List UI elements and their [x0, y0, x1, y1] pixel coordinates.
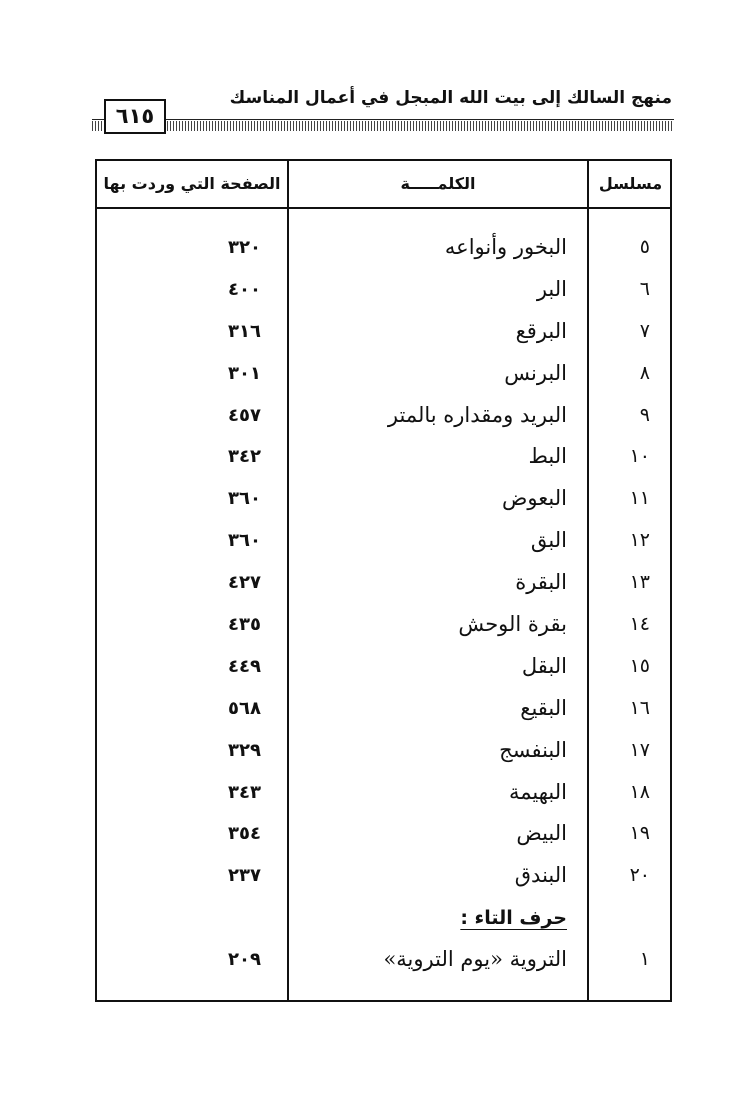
page-cell: ٣٠١: [228, 362, 261, 384]
section-heading-row: [97, 897, 670, 939]
page-cell: ٤٣٥: [228, 614, 261, 636]
table-row: [97, 520, 670, 562]
table-row: [97, 604, 670, 646]
serial-cell: ٥: [639, 236, 650, 258]
table-row: [97, 772, 670, 814]
serial-cell: ٢٠: [629, 864, 650, 887]
table-row: [97, 227, 670, 269]
word-cell: بقرة الوحش: [458, 612, 567, 637]
table-row: [97, 269, 670, 311]
table-row: [97, 646, 670, 688]
page-cell: ٤٤٩: [228, 655, 261, 677]
table-row: [97, 939, 670, 981]
table-row: [97, 436, 670, 478]
page-cell: ٣٦٠: [228, 530, 261, 552]
serial-cell: ١٠: [629, 445, 650, 468]
serial-cell: ٩: [639, 403, 650, 426]
page-cell: ٢٣٧: [228, 865, 261, 887]
serial-cell: ١١: [629, 487, 650, 510]
serial-cell: ٧: [639, 319, 650, 342]
word-cell: البر: [536, 276, 567, 301]
table-row: [97, 855, 670, 897]
word-cell: البقيع: [520, 695, 567, 720]
table-row: [97, 395, 670, 437]
word-cell: البريد ومقداره بالمتر: [387, 402, 567, 427]
table-row: [97, 562, 670, 604]
page-cell: ٤٥٧: [228, 404, 261, 426]
table-row: [97, 730, 670, 772]
header-rule: [92, 119, 674, 120]
word-cell: البق: [530, 528, 567, 553]
column-header-serial: مسلسل: [598, 174, 663, 193]
serial-cell: ١٤: [629, 613, 650, 636]
word-cell: البط: [528, 444, 567, 469]
page-number: ٦١٥: [104, 99, 166, 134]
word-cell: البقرة: [515, 570, 567, 595]
serial-cell: ١٩: [629, 822, 650, 845]
word-cell: البعوض: [502, 486, 567, 511]
word-cell: البيض: [516, 821, 567, 846]
serial-cell: ١٨: [629, 780, 650, 803]
serial-cell: ١٧: [629, 738, 650, 761]
serial-cell: ١٣: [629, 571, 650, 594]
word-cell: البندق: [514, 863, 567, 888]
running-header-title: منهج السالك إلى بيت الله المبجل في أعمال المناسك: [229, 88, 672, 108]
serial-cell: ١٥: [629, 654, 650, 677]
table-row: [97, 311, 670, 353]
table-row: [97, 478, 670, 520]
page-cell: ٢٠٩: [228, 949, 261, 971]
column-header-page: الصفحة التي وردت بها: [103, 174, 281, 193]
column-header-word: الكلمـــــة: [400, 174, 476, 193]
page-cell: ٣٢٠: [228, 237, 261, 258]
table-row: [97, 353, 670, 395]
section-heading-text: حرف التاء :: [460, 907, 567, 930]
index-table: [95, 159, 672, 1002]
header-rule-band: [92, 121, 674, 131]
word-cell: البخور وأنواعه: [444, 235, 567, 259]
header-divider: [97, 207, 670, 209]
page-cell: ٥٦٨: [228, 697, 261, 719]
page-cell: ٤٠٠: [228, 278, 261, 300]
page-cell: ٣٤٢: [228, 446, 261, 468]
page-cell: ٣٢٩: [228, 739, 261, 761]
page-cell: ٣٤٣: [228, 781, 261, 803]
table-body: [97, 227, 670, 981]
word-cell: التروية «يوم التروية»: [383, 947, 567, 972]
page-cell: ٣١٦: [228, 320, 261, 342]
serial-cell: ١٦: [629, 696, 650, 719]
table-row: [97, 813, 670, 855]
word-cell: البنفسج: [499, 737, 567, 762]
section-heading: [289, 897, 587, 939]
word-cell: البرقع: [515, 318, 567, 343]
serial-cell: ١: [639, 948, 650, 971]
table-row: [97, 688, 670, 730]
serial-cell: ٨: [639, 361, 650, 384]
serial-cell: ١٢: [629, 529, 650, 552]
word-cell: البقل: [521, 653, 567, 678]
page-cell: ٣٦٠: [228, 488, 261, 510]
page-cell: ٤٢٧: [228, 572, 261, 594]
page-cell: ٣٥٤: [228, 823, 261, 845]
word-cell: البرنس: [504, 360, 567, 385]
serial-cell: ٦: [639, 277, 650, 300]
word-cell: البهيمة: [509, 779, 567, 804]
